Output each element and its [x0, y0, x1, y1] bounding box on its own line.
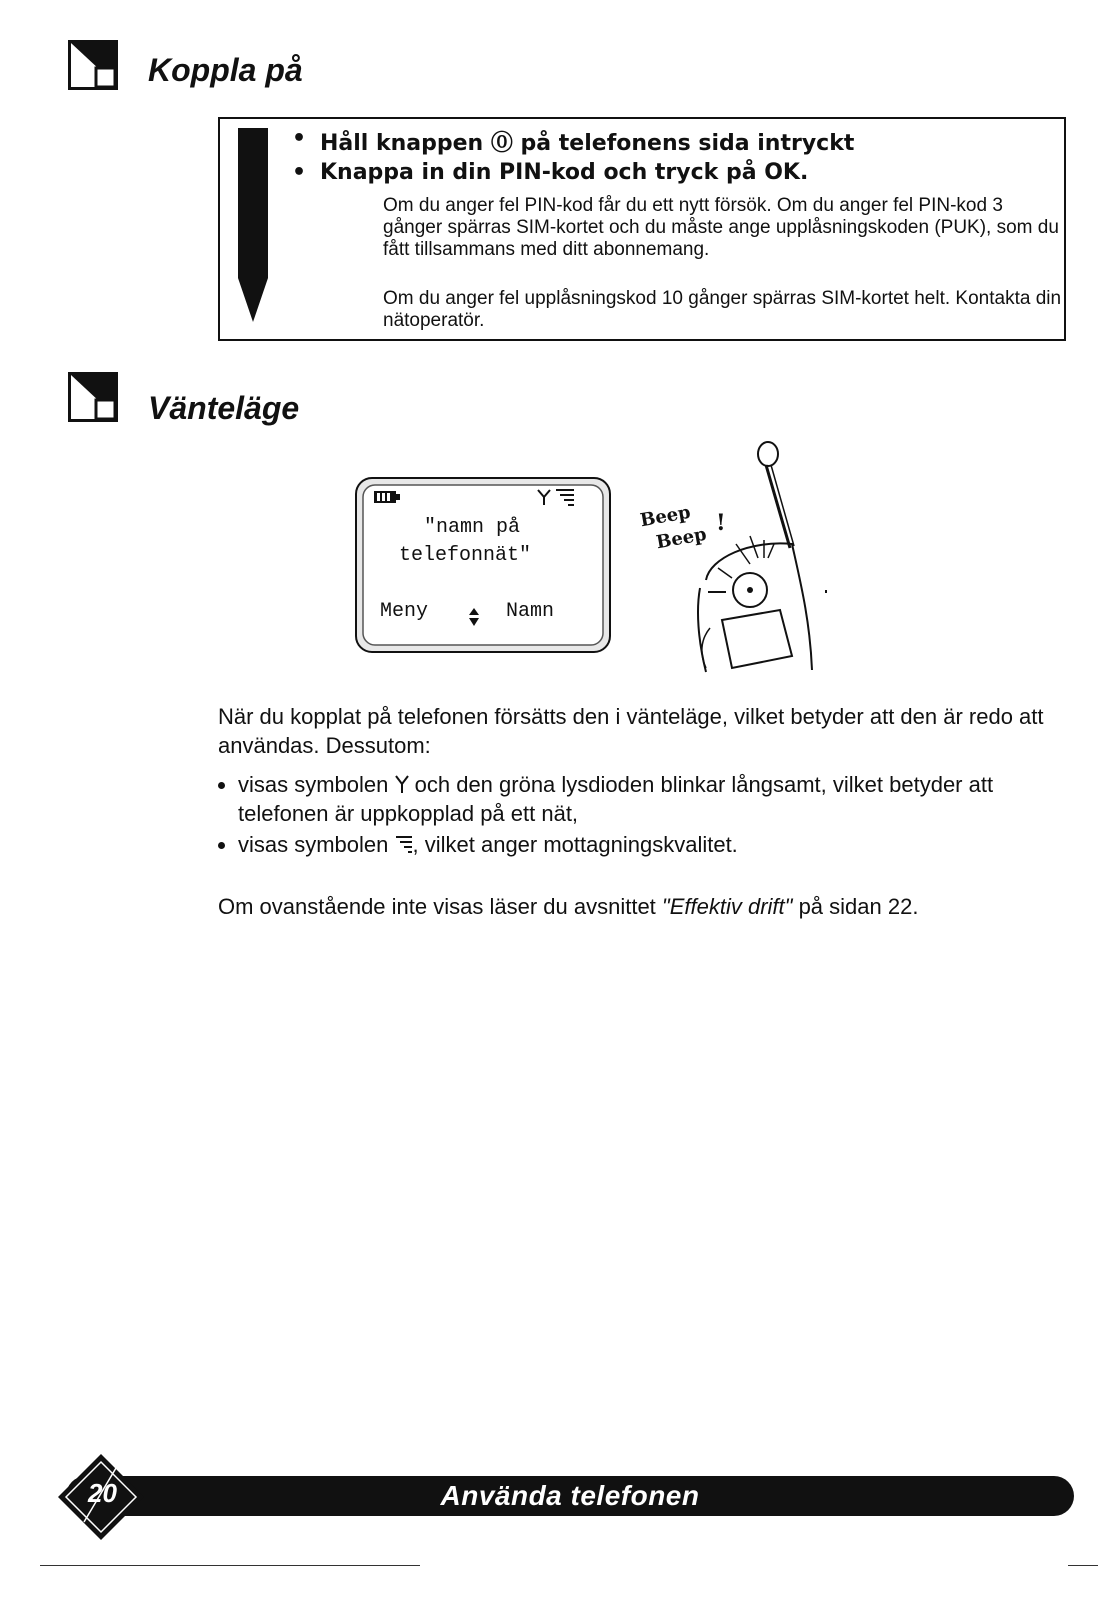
standby-intro-paragraph: När du kopplat på telefonen försätts den i vänteläge, vilket betyder att den är redo att användas. Dessutom:	[218, 704, 1044, 758]
closing-paragraph: Om ovanstående inte visas läser du avsnittet "Effektiv drift" på sidan 22.	[218, 894, 919, 919]
ringing-phone-illustration	[640, 440, 840, 680]
display-network-line-2: telefonnät"	[399, 544, 532, 567]
bullet-marker	[218, 842, 225, 849]
section-icon	[68, 40, 118, 90]
display-network-line-1: "namn på	[424, 516, 521, 539]
bullet-marker	[218, 782, 225, 789]
down-arrow-icon	[234, 128, 274, 324]
bullet-signal-symbol: visas symbolen , vilket anger mottagningskvalitet.	[238, 832, 738, 857]
softkey-right-label: Namn	[506, 600, 555, 623]
signal-strength-icon	[395, 834, 413, 854]
page-number: 20	[88, 1478, 117, 1508]
beep-text-2: Beep	[654, 523, 709, 554]
phone-display	[354, 476, 612, 654]
puk-note: Om du anger fel upplåsningskod 10 gånger spärras SIM-kortet helt. Kontakta din nätoperatör.	[383, 288, 1062, 331]
beep-exclamation: !	[716, 510, 726, 536]
chapter-title: Använda telefonen	[440, 1480, 700, 1511]
scan-mark-line	[40, 1565, 420, 1566]
scroll-arrows-icon	[468, 606, 480, 628]
scan-mark-line	[1068, 1565, 1098, 1566]
battery-icon	[373, 490, 401, 504]
pin-note: Om du anger fel PIN-kod får du ett nytt försök. Om du anger fel PIN-kod 3 gånger spärras SIM-kortet och du måste ange upplåsningskoden (PUK), som du fått tillsammans med ditt abonnemang.	[383, 195, 1059, 260]
phone-drawing	[640, 440, 840, 680]
instruction-step-2: • Knappa in din PIN-kod och tryck på OK.	[292, 160, 809, 185]
antenna-icon	[395, 774, 409, 794]
footer-bar	[66, 1476, 1074, 1516]
instruction-step-1: • Håll knappen ⓪ på telefonens sida intryckt	[292, 126, 855, 156]
cross-reference-link: "Effektiv drift"	[661, 894, 793, 919]
section-icon	[68, 372, 118, 422]
bullet-network-symbol: visas symbolen och den gröna lysdioden blinkar långsamt, vilket betyder att telefonen är uppkopplad på ett nät,	[238, 772, 994, 826]
antenna-icon	[536, 488, 552, 506]
signal-strength-icon	[555, 488, 575, 508]
beep-text-1: Beep	[638, 501, 693, 532]
section-title-koppla-pa: Koppla på	[148, 52, 303, 88]
softkey-left-label: Meny	[380, 600, 429, 623]
section-title-vantelage: Vänteläge	[148, 390, 300, 426]
